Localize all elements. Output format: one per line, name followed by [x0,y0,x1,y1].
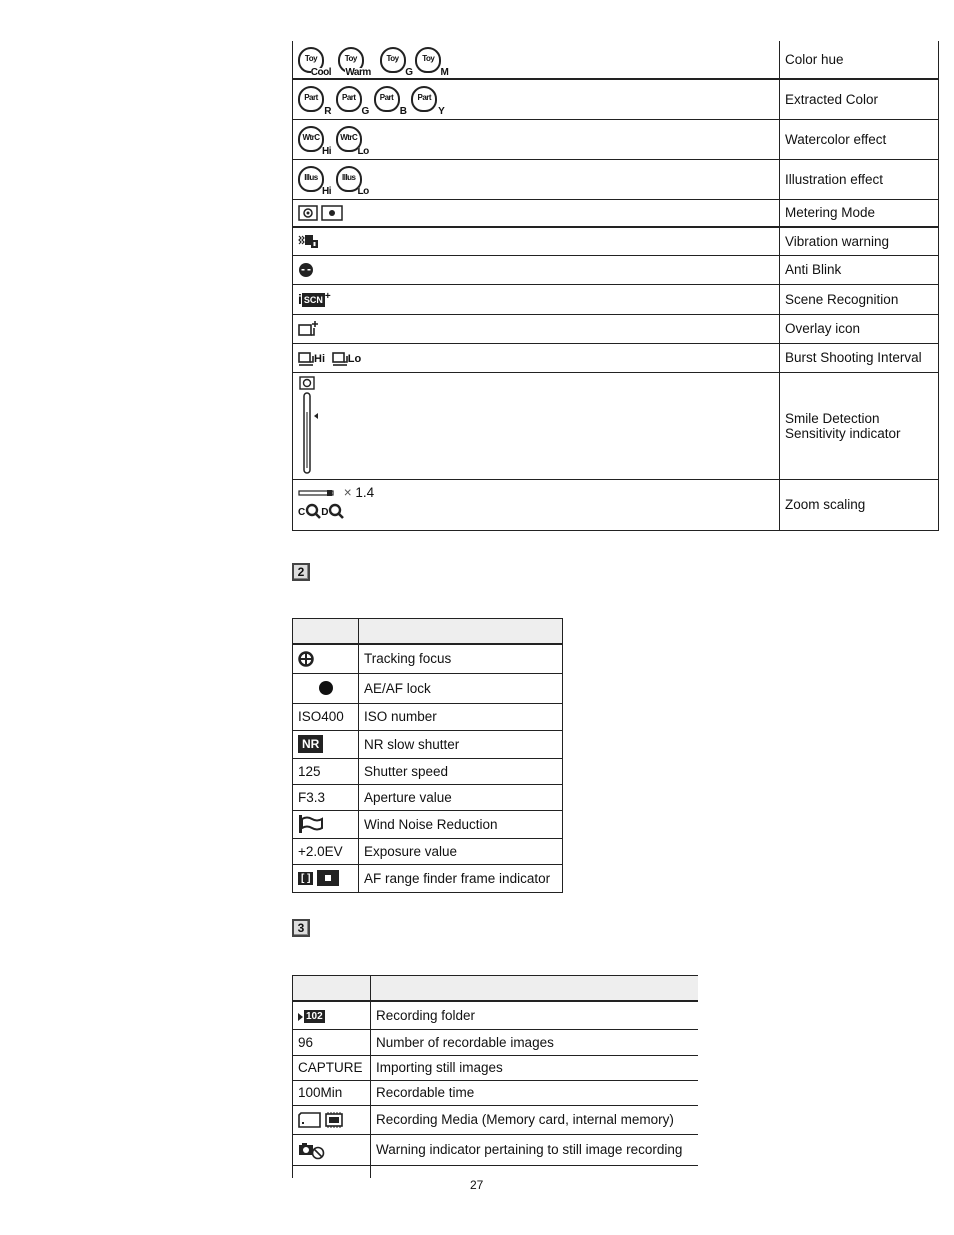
icon-cell [293,41,780,79]
row-label [371,1165,699,1178]
zoom-magnifier-icon [328,503,344,519]
icon-cell [293,730,359,758]
value-cell: CAPTURE [293,1055,371,1080]
icon-cell [293,372,780,479]
row-label: Recording folder [371,1001,699,1029]
icon-cell [293,79,780,119]
value-cell: F3.3 [293,784,359,810]
value-cell: +2.0EV [293,838,359,864]
tracking-focus-icon [298,651,314,667]
zoom-times: × [343,484,352,500]
icon-cell [293,479,780,530]
icon-cell [293,673,359,703]
row-label: Anti Blink [780,255,939,284]
icon-cell [293,644,359,673]
table-row [293,1105,699,1134]
table-row [293,864,563,892]
icon-cell [293,864,359,892]
icon-cell [293,810,359,838]
row-label: Overlay icon [780,314,939,343]
icon-cell [293,159,780,199]
row-label: Burst Shooting Interval [780,343,939,372]
smile-sensitivity-indicator-icon [298,376,322,474]
row-label: AE/AF lock [359,673,563,703]
anti-blink-icon [298,262,314,278]
icon-cell [293,119,780,159]
recording-media-icon [298,1112,344,1128]
table-row [293,119,939,159]
icon-cell [293,1105,371,1134]
table-row [293,1165,699,1178]
zoom-value: 1.4 [355,484,375,500]
row-label: Extracted Color [780,79,939,119]
overlay-icon [298,320,320,338]
row-label: Watercolor effect [780,119,939,159]
toy-warm-icon: Toy Warm [338,47,364,73]
table-row [293,703,563,730]
row-label: Tracking focus [359,644,563,673]
table-row [293,255,939,284]
table-row [293,1029,699,1055]
row-label: NR slow shutter [359,730,563,758]
row-label: Vibration warning [780,227,939,255]
scene-recognition-icon: i SCN + [298,290,331,307]
part-r-icon: Part R [298,86,324,112]
toy-cool-icon: Toy Cool [298,47,324,73]
burst-lo-icon: Lo [332,350,361,365]
toy-m-icon: Toy M [415,47,441,73]
table-row [293,199,939,227]
section3-table-clip [292,975,698,1178]
icon-cell [293,199,780,227]
table-row [293,227,939,255]
table-row [293,673,563,703]
illustration-hi-icon: Illus Hi [298,166,324,192]
af-range-finder-icon: [ ] [298,870,339,886]
toy-g-icon: Toy G [380,47,406,73]
table-header-row [293,619,563,645]
row-label: Importing still images [371,1055,699,1080]
icon-cell [293,343,780,372]
table-row [293,1055,699,1080]
section-number-3: 3 [292,919,310,937]
section-number-2: 2 [292,563,310,581]
zoom-c-label: C [298,506,306,518]
zoom-d-label: D [321,506,329,518]
table-row [293,810,563,838]
row-label: Color hue [780,41,939,79]
value-cell: 96 [293,1029,371,1055]
table-row [293,644,563,673]
table-row [293,41,939,79]
part-b-icon: Part B [374,86,400,112]
burst-hi-icon: Hi [298,350,325,365]
watercolor-hi-icon: WtrC Hi [298,126,324,152]
zoom-bar-icon [298,488,336,498]
zoom-magnifier-icon [305,503,321,519]
page-number: 27 [470,1178,484,1192]
row-label: Illustration effect [780,159,939,199]
part-y-icon: Part Y [411,86,437,112]
row-label [780,372,939,479]
table-row [293,784,563,810]
row-label: Recording Media (Memory card, internal memory) [371,1105,699,1134]
table-header-row [293,976,699,1002]
table-row [293,159,939,199]
recording-folder-icon: 102 [298,1008,325,1023]
table-row [293,372,939,479]
table-row [293,1080,699,1105]
icon-cell [293,227,780,255]
section2-table [292,618,563,893]
table-row [293,730,563,758]
row-label: Metering Mode [780,199,939,227]
smile-label-line2: Sensitivity indicator [785,425,901,441]
illustration-lo-icon: Illus Lo [336,166,362,192]
row-label: Warning indicator pertaining to still image recording [371,1134,699,1165]
smile-label-line1: Smile Detection [785,410,880,426]
table-row [293,79,939,119]
value-cell: 125 [293,758,359,784]
table-row [293,314,939,343]
row-label: Exposure value [359,838,563,864]
section3-table [292,975,698,1178]
empty-cell [293,1165,371,1178]
table-row [293,343,939,372]
icon-cell [293,314,780,343]
row-label: Number of recordable images [371,1029,699,1055]
row-label: Zoom scaling [780,479,939,530]
row-label: Scene Recognition [780,284,939,314]
row-label: Shutter speed [359,758,563,784]
nr-slow-shutter-icon: NR [298,735,323,753]
ae-af-lock-icon [318,680,334,696]
row-label: Aperture value [359,784,563,810]
table-row [293,838,563,864]
table-row [293,1134,699,1165]
row-label: Wind Noise Reduction [359,810,563,838]
value-cell: 100Min [293,1080,371,1105]
icon-cell [293,255,780,284]
icon-cell [293,1001,371,1029]
still-image-warning-icon [298,1140,326,1160]
vibration-warning-icon [298,233,320,249]
metering-mode-icon [298,205,346,221]
part-g-icon: Part G [336,86,362,112]
table-row [293,758,563,784]
row-label: AF range finder frame indicator [359,864,563,892]
icon-cell [293,1134,371,1165]
row-label: ISO number [359,703,563,730]
icon-cell [293,284,780,314]
table-row [293,1001,699,1029]
wind-noise-reduction-icon [298,814,324,834]
table-row [293,284,939,314]
table-row [293,479,939,530]
value-cell: ISO400 [293,703,359,730]
display-icons-table [292,41,939,531]
row-label: Recordable time [371,1080,699,1105]
watercolor-lo-icon: WtrC Lo [336,126,362,152]
